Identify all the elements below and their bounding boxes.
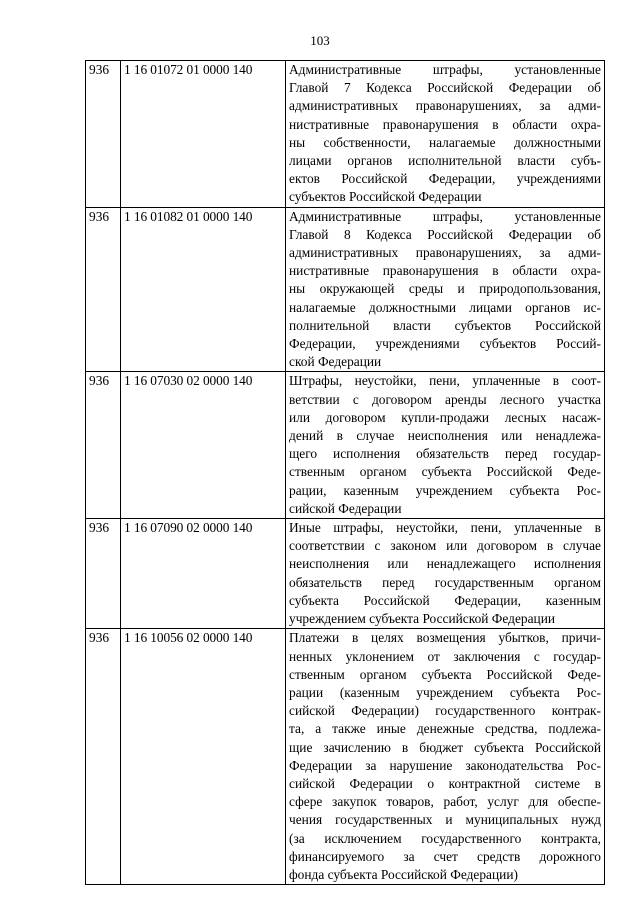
description-line: нистративные правонарушения в области охра- bbox=[289, 263, 601, 279]
revenue-code-cell: 1 16 01072 01 0000 140 bbox=[121, 61, 286, 208]
description-line: Главой 7 Кодекса Российской Федерации об bbox=[289, 80, 601, 96]
description-line: полнительной власти субъектов Российской bbox=[289, 317, 601, 333]
description-line: ны собственности, налагаемые должностными bbox=[289, 134, 601, 150]
description-cell bbox=[286, 61, 605, 208]
description-line: Платежи в целях возмещения убытков, причи- bbox=[289, 630, 601, 646]
description-line: или договором купли-продажи лесных насаж- bbox=[289, 409, 601, 425]
description-line: административных правонарушениях, за адми- bbox=[289, 98, 601, 114]
description-line: Иные штрафы, неустойки, пени, уплаченные в bbox=[289, 520, 601, 536]
administrator-code-cell: 936 bbox=[86, 61, 121, 208]
table-body bbox=[86, 61, 605, 885]
page-number: 103 bbox=[310, 33, 330, 48]
description-line: сийской Федерации bbox=[289, 500, 402, 516]
table-row bbox=[86, 207, 605, 372]
description-line: ственным органом субъекта Российской Феде- bbox=[289, 464, 601, 480]
revenue-codes-table bbox=[85, 60, 605, 885]
table-row bbox=[86, 629, 605, 885]
description-line: ветствии с договором аренды лесного участка bbox=[289, 391, 601, 407]
description-line: административных правонарушениях, за адми- bbox=[289, 245, 601, 261]
description-line: нистративные правонарушения в области охра- bbox=[289, 116, 601, 132]
description-line: рации, казенным учреждением субъекта Рос- bbox=[289, 482, 601, 498]
description-cell bbox=[286, 519, 605, 629]
description-line: учреждением субъекта Российской Федерации bbox=[289, 611, 556, 627]
description-line: сфере закупок товаров, работ, услуг для обеспе- bbox=[289, 794, 601, 810]
description-line: ны окружающей среды и природопользования, bbox=[289, 281, 601, 297]
table-row bbox=[86, 519, 605, 629]
revenue-code-cell: 1 16 10056 02 0000 140 bbox=[121, 629, 286, 885]
table-row bbox=[86, 372, 605, 519]
description-cell bbox=[286, 207, 605, 372]
description-line: ектов Российской Федерации, учреждениями bbox=[289, 171, 601, 187]
revenue-code-cell: 1 16 01082 01 0000 140 bbox=[121, 207, 286, 372]
description-line: ственным органом субъекта Российской Феде- bbox=[289, 666, 601, 682]
description-line: Федерации, учреждениями субъектов Россий- bbox=[289, 336, 601, 352]
description-line: субъектов Российской Федерации bbox=[289, 189, 482, 205]
administrator-code-cell: 936 bbox=[86, 519, 121, 629]
description-line: ской Федерации bbox=[289, 354, 382, 370]
description-cell bbox=[286, 629, 605, 885]
description-line: финансируемого за счет средств дорожного bbox=[289, 848, 601, 864]
description-line: щего исполнения обязательств перед государ- bbox=[289, 446, 601, 462]
description-line: налагаемые должностными лицами органов ис- bbox=[289, 299, 601, 315]
description-line: чения государственных и муниципальных нужд bbox=[289, 812, 601, 828]
revenue-code-cell: 1 16 07030 02 0000 140 bbox=[121, 372, 286, 519]
revenue-code-cell: 1 16 07090 02 0000 140 bbox=[121, 519, 286, 629]
description-line: соответствии с законом или договором в случае bbox=[289, 538, 601, 554]
description-line: лицами органов исполнительной власти субъ- bbox=[289, 153, 601, 169]
description-cell bbox=[286, 372, 605, 519]
description-line: рации (казенным учреждением субъекта Рос- bbox=[289, 684, 601, 700]
description-line: Главой 8 Кодекса Российской Федерации об bbox=[289, 226, 601, 242]
description-line: дений в случае неисполнения или ненадлежа- bbox=[289, 428, 601, 444]
description-line: сийской Федерации о контрактной системе в bbox=[289, 775, 601, 791]
description-line: сийской Федерации) государственного контрак- bbox=[289, 703, 601, 719]
description-line: неисполнения или ненадлежащего исполнения bbox=[289, 556, 601, 572]
description-line: (за исключением государственного контракта, bbox=[289, 830, 601, 846]
description-line: обязательств перед государственным органом bbox=[289, 574, 601, 590]
description-line: фонда субъекта Российской Федерации) bbox=[289, 866, 518, 882]
description-line: та, а также иные денежные средства, подлежа- bbox=[289, 721, 601, 737]
description-line: Административные штрафы, установленные bbox=[289, 208, 601, 224]
table-row bbox=[86, 61, 605, 208]
description-line: Административные штрафы, установленные bbox=[289, 62, 601, 77]
description-line: ненных уклонением от заключения с государ- bbox=[289, 648, 601, 664]
description-line: Федерации за нарушение законодательства Рос- bbox=[289, 757, 601, 773]
administrator-code-cell: 936 bbox=[86, 207, 121, 372]
description-line: Штрафы, неустойки, пени, уплаченные в соот- bbox=[289, 373, 601, 389]
administrator-code-cell: 936 bbox=[86, 372, 121, 519]
description-line: щие зачислению в бюджет субъекта Российской bbox=[289, 739, 601, 755]
description-line: субъекта Российской Федерации, казенным bbox=[289, 592, 601, 608]
administrator-code-cell: 936 bbox=[86, 629, 121, 885]
